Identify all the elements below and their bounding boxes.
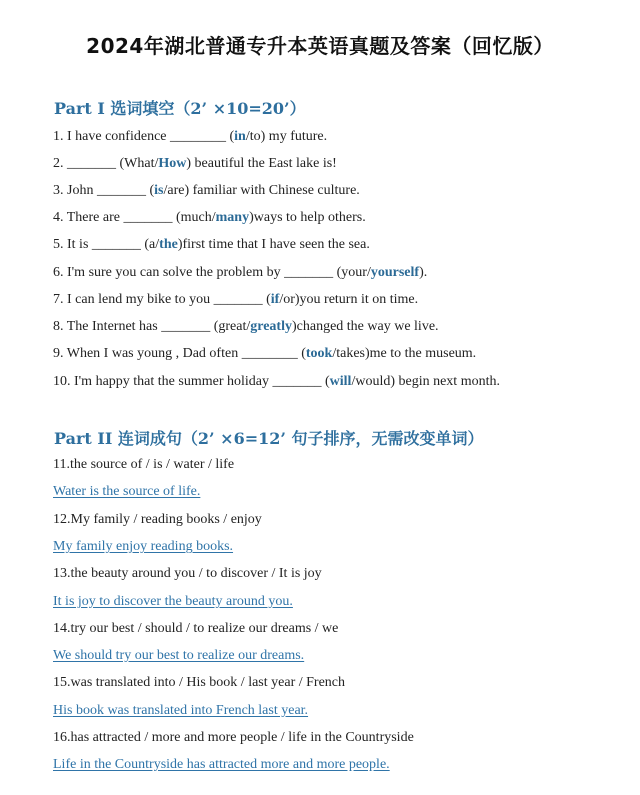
question-text: 4. There are _______ (much/ (53, 210, 216, 225)
question-text: 8. The Internet has _______ (great/ (53, 319, 251, 334)
question-text: 2. _______ (What/ (53, 156, 159, 171)
question-text: 7. I can lend my bike to you _______ ( (53, 292, 271, 307)
question-text: 3. John _______ ( (53, 183, 155, 198)
question-6 (53, 264, 427, 282)
answer-word: greatly (250, 319, 292, 334)
question-text: 10. I'm happy that the summer holiday _______ ( (53, 374, 330, 389)
question-text: 5. It is _______ (a/ (53, 237, 160, 252)
answer-word: will (329, 374, 352, 389)
question-text: /to) my future. (245, 129, 328, 144)
page-title: 2024年湖北普通专升本英语真题及答案（回忆版） (86, 34, 554, 58)
prompt-15: 15.was translated into / His book / last year / French (53, 675, 345, 690)
answer-word: many (215, 210, 250, 225)
question-text: /takes)me to the museum. (332, 346, 477, 361)
question-text: )changed the way we live. (291, 319, 439, 334)
question-text: /would) begin next month. (351, 374, 500, 389)
question-text: ). (419, 265, 428, 280)
question-4 (53, 209, 366, 227)
answer-word: is (154, 183, 164, 198)
answer-11: Water is the source of life. (53, 484, 201, 499)
prompt-16: 16.has attracted / more and more people / life in the Countryside (53, 730, 414, 745)
answer-word: took (305, 346, 333, 361)
answer-12: My family enjoy reading books. (53, 539, 234, 554)
question-text: 1. I have confidence ________ ( (53, 129, 235, 144)
question-1 (53, 128, 327, 146)
question-text: 6. I'm sure you can solve the problem by _______ (your/ (53, 265, 371, 280)
answer-word: if (270, 292, 280, 307)
question-3 (53, 182, 360, 200)
prompt-11: 11.the source of / is / water / life (53, 457, 235, 472)
question-text: )ways to help others. (249, 210, 366, 225)
question-2 (53, 155, 337, 173)
question-text: ) beautiful the East lake is! (186, 156, 337, 171)
question-8 (53, 318, 439, 336)
question-10 (53, 373, 500, 391)
answer-13: It is joy to discover the beauty around you. (53, 594, 293, 609)
question-5 (53, 236, 370, 254)
question-text: /or)you return it on time. (279, 292, 419, 307)
question-text: 9. When I was young , Dad often ________ ( (53, 346, 306, 361)
answer-word: How (158, 156, 187, 171)
question-7 (53, 291, 418, 309)
answer-word: in (234, 129, 246, 144)
answer-14: We should try our best to realize our dreams. (53, 648, 305, 663)
question-9 (53, 345, 476, 363)
answer-16: Life in the Countryside has attracted more and more people. (53, 757, 390, 772)
part1-heading: Part I 选词填空（2’ ×10=20’） (54, 99, 306, 118)
prompt-12: 12.My family / reading books / enjoy (53, 512, 262, 527)
answer-15: His book was translated into French last year. (53, 703, 309, 718)
part2-heading: Part II 连词成句（2’ ×6=12’ 句子排序，无需改变单词） (54, 429, 484, 448)
question-text: )first time that I have seen the sea. (177, 237, 370, 252)
prompt-14: 14.try our best / should / to realize our dreams / we (53, 621, 339, 636)
prompt-13: 13.the beauty around you / to discover / It is joy (53, 566, 322, 581)
answer-word: yourself (370, 265, 420, 280)
question-text: /are) familiar with Chinese culture. (163, 183, 360, 198)
answer-word: the (159, 237, 178, 252)
